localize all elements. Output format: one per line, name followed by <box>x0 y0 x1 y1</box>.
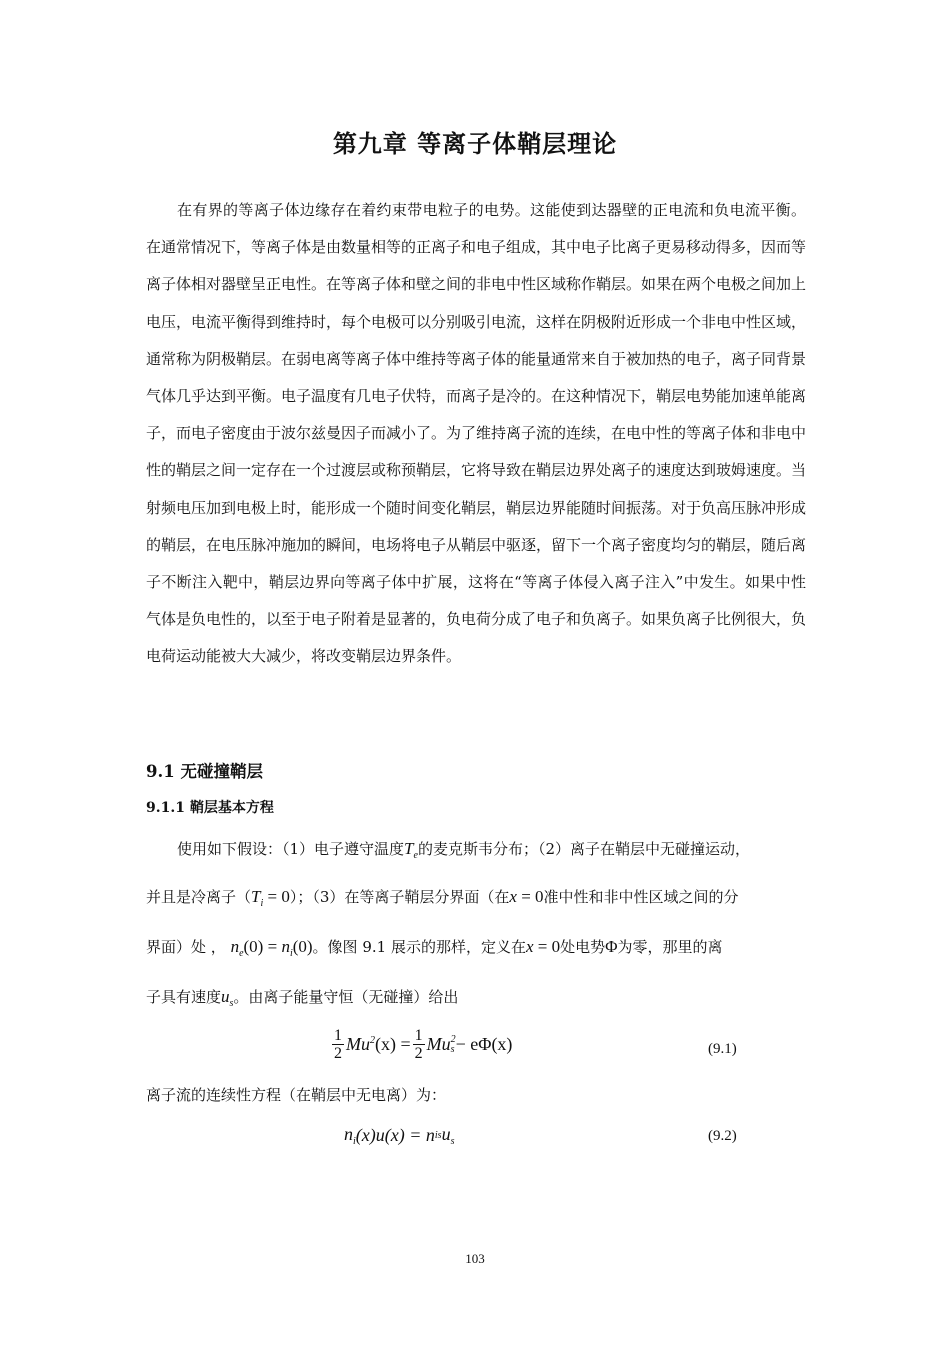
math-us: $u_s$ <box>221 987 234 1009</box>
eq-rhs: Mu 2 s <box>426 1033 456 1056</box>
body-text: 使用如下假设：（1）电子遵守温度 <box>177 840 405 858</box>
eq-u: $u_s$ <box>441 1124 455 1147</box>
body-line-2 <box>146 886 806 909</box>
body-text: 准中性和非中性区域之间的分 <box>543 888 739 906</box>
equation-9-1 <box>330 1027 512 1062</box>
body-text: 处电势 <box>560 938 606 956</box>
math-eq-zero: = 0 <box>533 937 561 956</box>
body-text: 子具有速度 <box>146 988 222 1006</box>
body-line-4 <box>146 986 806 1009</box>
math-ne-rest: (0) = <box>243 937 282 956</box>
math-ti: $T_i$ <box>251 887 264 909</box>
eq-n2-sub: is <box>434 1130 442 1141</box>
intro-paragraph: 在有界的等离子体边缘存在着约束带电粒子的电势。这能使到达器壁的正电流和负电流平衡。在通常情况下，等离子体是由数量相等的正离子和电子组成，其中电子比离子更易移动得多，因而等离子体相对器壁呈正电性。在等离子体和壁之间的非电中性区域称作鞘层。如果在两个电极之间加上电压，电流平衡得到维持时，每个电极可以分别吸引电流，这样在阴极附近形成一个非电中性区域，通常称为阴极鞘层。在弱电离等离子体中维持等离子体的能量通常来自于被加热的电子，离子同背景气体几乎达到平衡。电子温度有几电子伏特，而离子是冷的。在这种情况下，鞘层电势能加速单能离子，而电子密度由于波尔兹曼因子而减小了。为了维持离子流的连续，在电中性的等离子体和非电中性的鞘层之间一定存在一个过渡层或称预鞘层，它将导致在鞘层边界处离子的速度达到玻姆速度。当射频电压加到电极上时，能形成一个随时间变化鞘层，鞘层边界能随时间振荡。对于负高压脉冲形成的鞘层，在电压脉冲施加的瞬间，电场将电子从鞘层中驱逐，留下一个离子密度均匀的鞘层，随后离子不断注入靶中，鞘层边界向等离子体中扩展，这将在“等离子体侵入离子注入”中发生。如果中性气体是负电性的，以至于电子附着是显著的，负电荷分成了电子和负离子。如果负离子比例很大，负电荷运动能被大大减少，将改变鞘层边界条件。 <box>146 201 807 666</box>
subsection-title: 9.1.1 鞘层基本方程 <box>146 800 274 816</box>
math-ni-rest: (0) <box>292 937 313 956</box>
math-eq-zero: = 0 <box>263 887 290 906</box>
math-ne: $n_e$ <box>230 937 244 959</box>
body-line-5: 离子流的连续性方程（在鞘层中无电离）为： <box>146 1086 447 1104</box>
page-number: 103 <box>465 1251 485 1266</box>
math-ni: $n_i$ <box>281 937 293 959</box>
fraction-half: $\frac{1}{2}$ <box>414 1027 423 1062</box>
eq-rhs-rest: − eΦ(x) <box>455 1034 513 1054</box>
eq-lhs: Mu$^2$ <box>346 1034 375 1054</box>
equation-number: (9.1) <box>708 1041 737 1057</box>
math-x: x <box>525 937 534 956</box>
body-text: 并且是冷离子（ <box>146 888 252 906</box>
equation-9-2 <box>344 1124 454 1147</box>
body-text: 。像图 9.1 展示的那样，定义在 <box>312 938 526 956</box>
body-text: 的麦克斯韦分布；（2）离子在鞘层中无碰撞运动， <box>417 840 751 858</box>
body-line-3 <box>146 936 806 959</box>
fraction-half: $\frac{1}{2}$ <box>334 1027 342 1062</box>
body-text: 为零，那里的离 <box>617 938 723 956</box>
body-text: ）；（3）在等离子鞘层分界面（在 <box>289 888 510 906</box>
math-x: x <box>509 887 517 906</box>
math-phi: Φ <box>605 937 618 956</box>
math-te: $T_e$ <box>404 839 418 861</box>
equation-number: (9.2) <box>708 1128 737 1144</box>
math-eq-zero: = 0 <box>516 887 544 906</box>
chapter-title: 第九章 等离子体鞘层理论 <box>332 129 618 158</box>
section-title: 9.1 无碰撞鞘层 <box>146 762 263 781</box>
body-text: 界面）处 ， <box>146 938 226 956</box>
eq-mid: (x)u(x) = n <box>355 1125 435 1145</box>
body-line-1 <box>146 838 837 861</box>
body-text: 。由离子能量守恒（无碰撞）给出 <box>233 988 459 1006</box>
eq-lhs-rest: (x) = <box>375 1034 411 1054</box>
eq-n: $n_i$ <box>344 1124 356 1147</box>
